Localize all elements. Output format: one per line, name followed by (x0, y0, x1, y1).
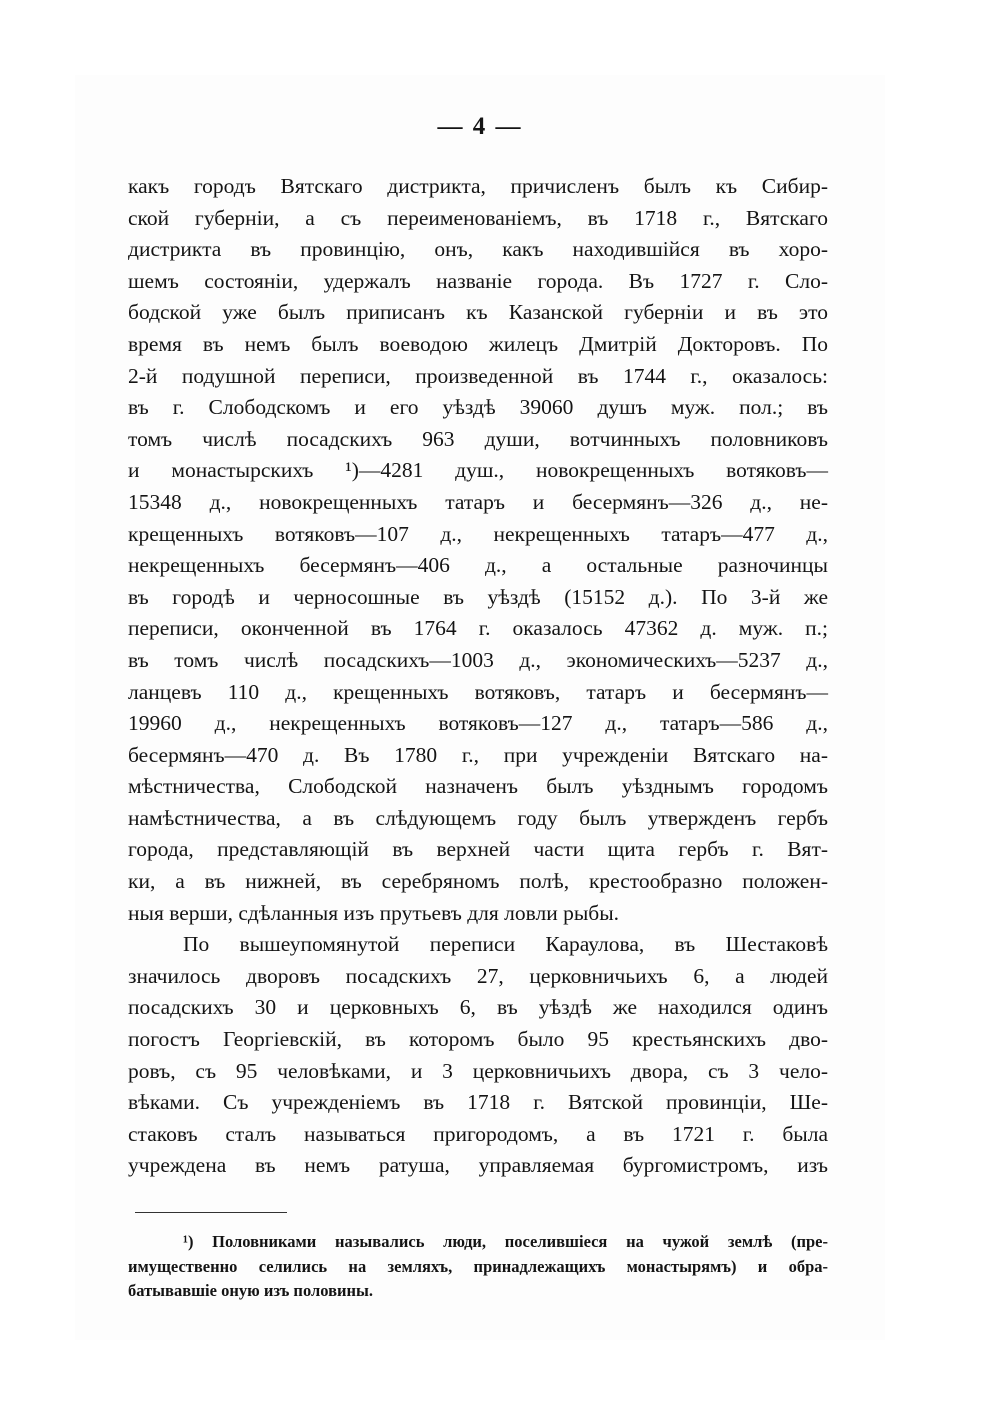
text-line: 15348 д., новокрещенныхъ татаръ и бесермянъ—326 д., не- (128, 489, 828, 514)
footnote (128, 1230, 828, 1304)
text-line: бодской уже былъ приписанъ къ Казанской губерніи и въ это (128, 300, 828, 325)
paragraph-end-line: ныя верши, сдѣланныя изъ прутьевъ для ловли рыбы. (128, 900, 620, 925)
text-line: города, представляющій въ верхней части щита гербъ г. Вят- (128, 837, 828, 862)
text-line: вѣками. Съ учрежденіемъ въ 1718 г. Вятской провинціи, Ше- (128, 1090, 828, 1115)
text-line: дистрикта въ провинцію, онъ, какъ находившійся въ хоро- (128, 237, 828, 262)
text-line: шемъ состояніи, удержалъ названіе города. Въ 1727 г. Сло- (128, 268, 828, 293)
text-line: некрещенныхъ бесермянъ—406 д., а остальные разночинцы (128, 553, 828, 578)
text-line: значилось дворовъ посадскихъ 27, церковничьихъ 6, а людей (128, 963, 828, 988)
text-line: стаковъ сталъ называться пригородомъ, а въ 1721 г. была (128, 1121, 828, 1146)
text-line: какъ городъ Вятскаго дистрикта, причисленъ былъ къ Сибир- (128, 174, 828, 198)
text-line: въ городѣ и черносошные въ уѣздѣ (15152 д.). По 3-й же (128, 584, 828, 609)
text-line: 2-й подушной переписи, произведенной въ 1744 г., оказалось: (128, 363, 828, 388)
text-line: ки, а въ нижней, въ серебряномъ полѣ, крестообразно положен- (128, 869, 828, 894)
text-line: намѣстничества, а въ слѣдующемъ году былъ утвержденъ гербъ (128, 805, 828, 830)
footnote-line: батывавшіе оную изъ половины. (128, 1281, 374, 1300)
text-line: переписи, оконченной въ 1764 г. оказалось 47362 д. муж. п.; (128, 616, 828, 641)
text-line: ровъ, съ 95 человѣками, и 3 церковничьихъ двора, съ 3 чело- (128, 1058, 828, 1083)
footnote-line: имущественно селились на земляхъ, принадлежащихъ монастырямъ) и обра- (128, 1256, 828, 1276)
text-line: посадскихъ 30 и церковныхъ 6, въ уѣздѣ же находился одинъ (128, 995, 828, 1020)
text-line: учреждена въ немъ ратуша, управляемая бургомистромъ, изъ (128, 1153, 828, 1178)
page-number: — 4 — (437, 113, 523, 140)
text-line: погостъ Георгіевскій, въ которомъ было 95 крестьянскихъ дво- (128, 1027, 828, 1052)
text-line: въ томъ числѣ посадскихъ—1003 д., экономическихъ—5237 д., (128, 647, 828, 672)
text-line: мѣстничества, Слободской назначенъ былъ уѣзднымъ городомъ (128, 774, 828, 799)
footnote-divider (135, 1212, 287, 1213)
body-text (128, 171, 828, 1182)
paragraph-start-line: По вышеупомянутой переписи Караулова, въ Шестаковѣ (183, 932, 828, 957)
text-line: ланцевъ 110 д., крещенныхъ вотяковъ, татаръ и бесермянъ— (128, 679, 828, 704)
footnote-line: ¹) Половниками назывались люди, поселившіеся на чужой землѣ (пре- (183, 1232, 828, 1251)
text-line: томъ числѣ посадскихъ 963 души, вотчинныхъ половниковъ (128, 426, 828, 451)
text-line: бесермянъ—470 д. Въ 1780 г., при учрежденіи Вятскаго на- (128, 742, 828, 767)
text-line: ской губерніи, а съ переименованіемъ, въ 1718 г., Вятскаго (128, 205, 828, 230)
text-line: въ г. Слободскомъ и его уѣздѣ 39060 душъ муж. пол.; въ (128, 395, 828, 420)
text-line: время въ немъ былъ воеводою жилецъ Дмитрій Докторовъ. По (128, 331, 828, 356)
text-line: и монастырскихъ ¹)—4281 душ., новокрещенныхъ вотяковъ— (128, 458, 828, 483)
text-line: крещенныхъ вотяковъ—107 д., некрещенныхъ татаръ—477 д., (128, 521, 828, 546)
text-line: 19960 д., некрещенныхъ вотяковъ—127 д., татаръ—586 д., (128, 711, 828, 736)
